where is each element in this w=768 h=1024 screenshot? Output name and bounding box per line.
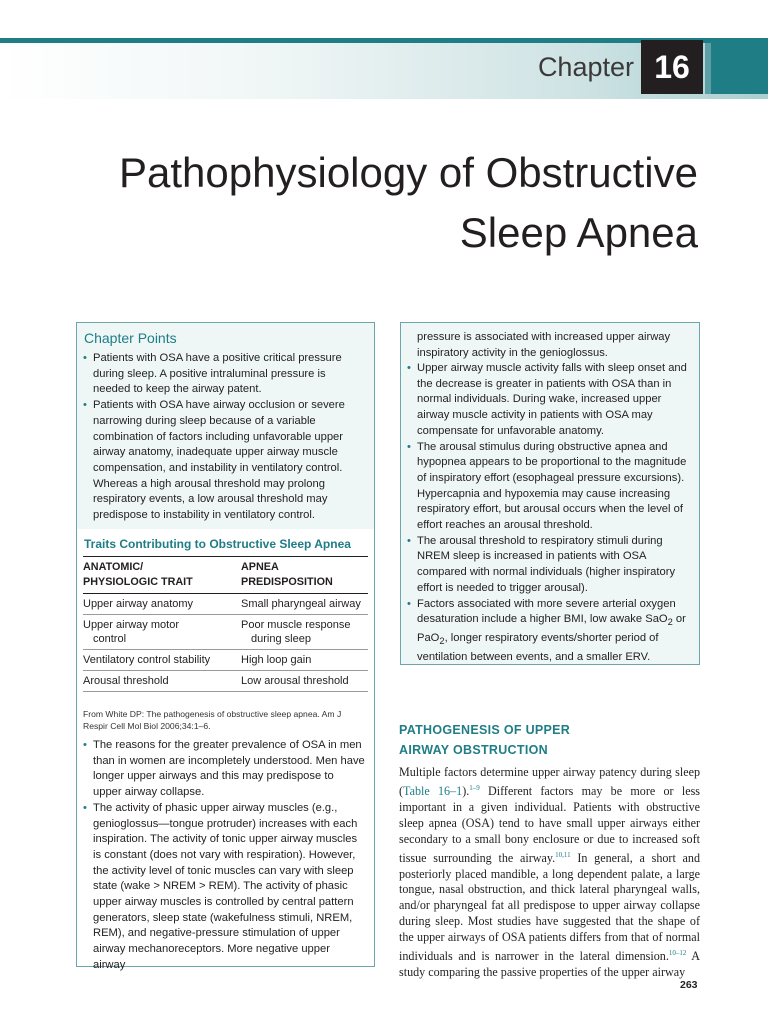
trait-cell: [83, 615, 241, 650]
chapter-point: • The arousal threshold to respiratory stimuli during NREM sleep is increased in patients with OSA compared with normal individuals (higher inspiratory effort is needed to trigger arousal).: [407, 534, 691, 597]
table-row: [83, 594, 368, 615]
body-text-5: A study comparing the passive properties of the upper airway: [399, 949, 700, 979]
predisposition-text: Low arousal threshold: [241, 675, 349, 687]
last-point-part2: or PaO: [417, 613, 686, 645]
traits-col-header-predisposition: APNEA PREDISPOSITION: [241, 557, 368, 594]
section-heading-line2: AIRWAY OBSTRUCTION: [399, 743, 548, 757]
table-row: [83, 650, 368, 671]
continuation-first-line: pressure is associated with increased upper airway inspiratory activity in the genioglossus.: [417, 331, 671, 359]
chapter-point: • Upper airway muscle activity falls with sleep onset and the decrease is greater in patients with OSA than in normal individuals. During wake, increased upper airway muscle activity in patients with OSA may compensate for unfavorable anatomy.: [407, 361, 691, 440]
citation-superscript[interactable]: 10–12: [668, 949, 687, 958]
traits-table-header-row: [83, 557, 368, 594]
last-point-part1: Factors associated with more severe arterial oxygen desaturation include a higher BMI, low awake SaO: [417, 597, 676, 626]
traits-col-header-trait: [83, 557, 241, 594]
traits-table-source: From White DP: The pathogenesis of obstructive sleep apnea. Am J Respir Cell Mol Biol 2006;34:1–6.: [83, 709, 342, 731]
chapter-point: • The activity of phasic upper airway muscles (e.g., genioglossus—tongue protruder) increases with each inspiration. The activity of tonic upper airway muscles is constant (does not vary with respiration). However, the activity level of tonic muscles can vary with sleep state (wake > NREM > REM). The activity of phasic upper airway muscles is controlled by central pattern generators, sleep state (wakefulness stimuli, NREM, REM), and negative-pressure stimulation of upper airway mechanoreceptors. More negative upper airway: [83, 801, 365, 974]
trait-cell: [83, 650, 241, 671]
traits-table-title: Traits Contributing to Obstructive Sleep Apnea: [84, 537, 351, 551]
predisposition-cell: [241, 594, 368, 615]
trait-text: Arousal threshold: [83, 675, 169, 687]
table-reference-link[interactable]: Table 16–1: [403, 783, 463, 798]
section-heading: [399, 720, 699, 760]
chapter-points-continuation-box: [400, 322, 700, 665]
chapter-point: • Patients with OSA have a positive critical pressure during sleep. A positive intraluminal pressure is needed to keep the airway patent.: [83, 351, 363, 398]
chapter-point: • The arousal stimulus during obstructive apnea and hypopnea appears to be proportional to the magnitude of inspiratory effort (esophageal pressure excursions). Hypercapnia and hypoxemia may cause increasing respiratory effort, but arousal occurs when the level of effort reaches an arousal threshold.: [407, 440, 691, 534]
last-point-part3: , longer respiratory events/shorter period of ventilation between events, and a smaller ERV.: [417, 632, 659, 664]
chapter-title: [58, 143, 698, 263]
chapter-points-box: [76, 322, 375, 971]
chapter-number: 16: [641, 40, 703, 94]
chapter-points-list: [83, 351, 363, 524]
body-paragraph: [399, 765, 700, 981]
trait-text-cont: control: [93, 633, 127, 645]
body-text-2: ).: [462, 783, 470, 798]
citation-superscript[interactable]: 1–9: [469, 783, 480, 792]
page-number: 263: [680, 979, 698, 991]
traits-table: [83, 556, 368, 692]
predisposition-cell: [241, 650, 368, 671]
citation-superscript[interactable]: 10,11: [555, 850, 571, 859]
continuation-list: [407, 361, 691, 666]
predisposition-cell: [241, 615, 368, 650]
trait-text: Upper airway anatomy: [83, 598, 194, 610]
chapter-points-heading: Chapter Points: [84, 330, 177, 346]
chapter-point: • The reasons for the greater prevalence of OSA in men than in women are incompletely understood. Men have longer upper airways and this may predispose to upper airway collapse.: [83, 738, 365, 801]
predisposition-text-cont: during sleep: [251, 633, 311, 645]
table-row: [83, 671, 368, 692]
chapter-point: • Patients with OSA have airway occlusion or severe narrowing during sleep because of a variable combination of factors including unfavorable upper airway anatomy, inadequate upper airway muscle compensation, and instability in ventilatory control. Whereas a high arousal threshold may prolong respiratory events, a low arousal threshold may predispose to instability in ventilatory control.: [83, 398, 363, 524]
subscript: 2: [439, 636, 445, 647]
traits-col-header-trait-line2: PHYSIOLOGIC TRAIT: [83, 576, 193, 588]
trait-text: Ventilatory control stability: [83, 654, 211, 666]
chapter-color-strip: [705, 43, 768, 94]
subscript: 2: [667, 617, 673, 628]
body-text-1: Multiple factors determine upper airway patency during sleep (: [399, 765, 700, 798]
predisposition-text: Small pharyngeal airway: [241, 598, 361, 610]
chapter-points-list-continued: [83, 738, 365, 974]
trait-cell: [83, 671, 241, 692]
body-text-3: Different factors may be more or less important in a given individual. Patients with obstructive sleep apnea (OSA) tend to have small upper airways either secondary to a small bony enclosure or due to increased soft tissue surrounding the airway.: [399, 783, 700, 865]
trait-text: Upper airway motor: [83, 619, 179, 631]
chapter-label: Chapter: [537, 52, 634, 82]
predisposition-text: Poor muscle response: [241, 619, 351, 631]
trait-cell: [83, 594, 241, 615]
traits-col-header-trait-line1: ANATOMIC/: [83, 561, 144, 573]
chapter-point: [407, 597, 691, 666]
body-text-4: In general, a short and posteriorly placed mandible, a long dependent palate, a large tongue, nasal obstruction, and thick lateral pharyngeal walls, and/or pharyngeal fat all predispose to upper airway collapse during sleep. Most studies have suggested that the shape of the upper airways of OSA patients differs from that of normal individuals and is narrower in the lateral dimension.: [399, 850, 700, 964]
predisposition-cell: [241, 671, 368, 692]
section-heading-line1: PATHOGENESIS OF UPPER: [399, 723, 571, 737]
predisposition-text: High loop gain: [241, 654, 312, 666]
chapter-title-line1: Pathophysiology of Obstructive: [119, 149, 698, 196]
table-row: [83, 615, 368, 650]
chapter-title-line2: Sleep Apnea: [459, 209, 698, 256]
